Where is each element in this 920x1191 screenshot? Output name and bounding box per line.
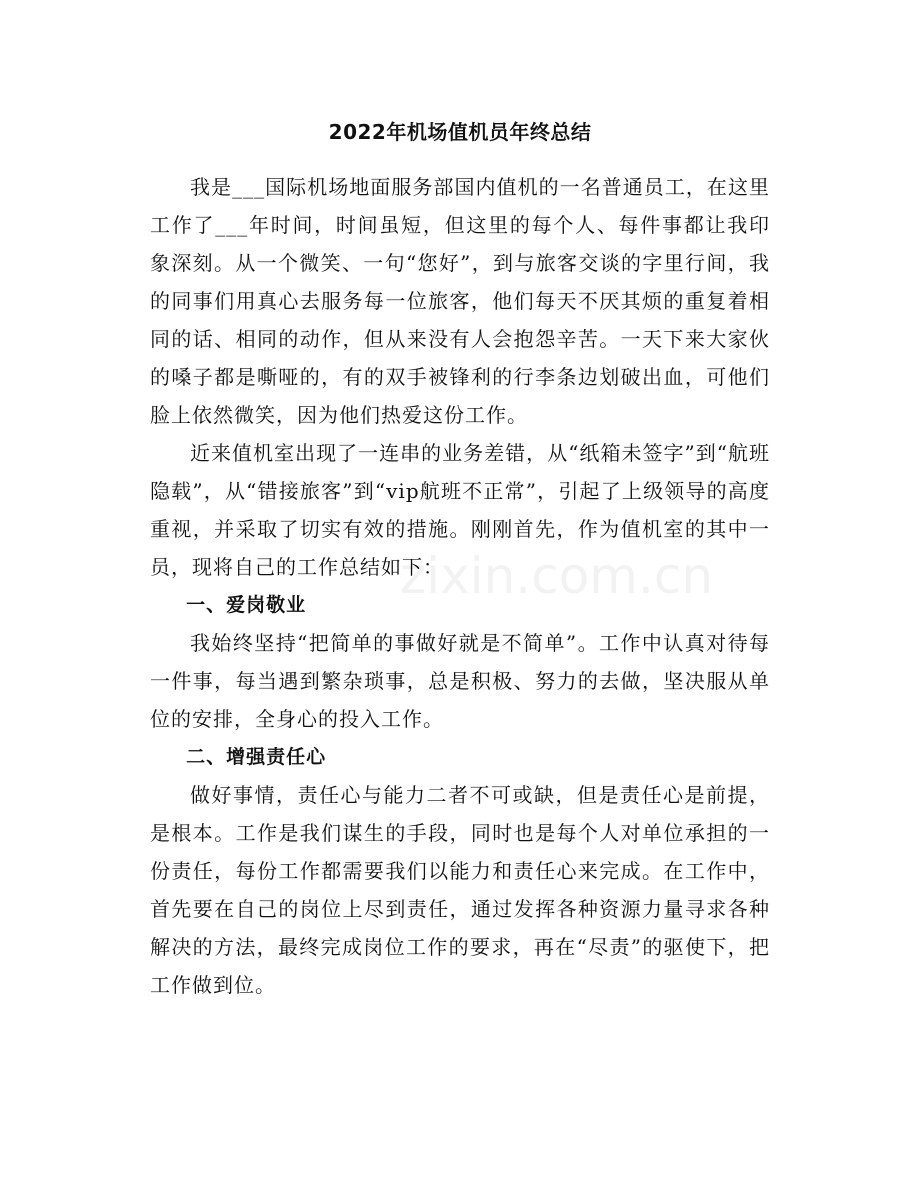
document-title: 2022年机场值机员年终总结 [328, 120, 592, 144]
paragraph-responsibility: 做好事情，责任心与能力二者不可或缺，但是责任心是前提，是根本。工作是我们谋生的手段，同时也是每个人对单位承担的一份责任，每份工作都需要我们以能力和责任心来完成。在工作中，首先要在自己的岗位上尽到责任，通过发挥各种资源力量寻求各种解决的方法，最终完成岗位工作的要求，再在“尽责”的驱使下，把工作做到位。 [150, 783, 770, 997]
paragraph-errors: 近来值机室出现了一连串的业务差错，从“纸箱未签字”到“航班隐载”，从“错接旅客”到“vip航班不正常”，引起了上级领导的高度重视，并采取了切实有效的措施。刚刚首先，作为值机室的其中一员，现将自己的工作总结如下： [150, 441, 770, 579]
paragraph-intro: 我是___国际机场地面服务部国内值机的一名普通员工，在这里工作了___年时间，时间虽短，但这里的每个人、每件事都让我印象深刻。从一个微笑、一句“您好”，到与旅客交谈的字里行间，我的同事们用真心去服务每一位旅客，他们每天不厌其烦的重复着相同的话、相同的动作，但从来没有人会抱怨辛苦。一天下来大家伙的嗓子都是嘶哑的，有的双手被锋利的行李条边划破出血，可他们脸上依然微笑，因为他们热爱这份工作。 [150, 175, 770, 427]
paragraph-dedication: 我始终坚持“把简单的事做好就是不简单”。工作中认真对待每一件事，每当遇到繁杂琐事，总是积极、努力的去做，坚决服从单位的安排，全身心的投入工作。 [150, 631, 770, 731]
document-body [150, 168, 770, 1004]
section-heading-1: 一、爱岗敬业 [186, 594, 307, 616]
watermark-text: zixin.com.cn [400, 547, 714, 605]
section-heading-2: 二、增强责任心 [186, 746, 327, 768]
